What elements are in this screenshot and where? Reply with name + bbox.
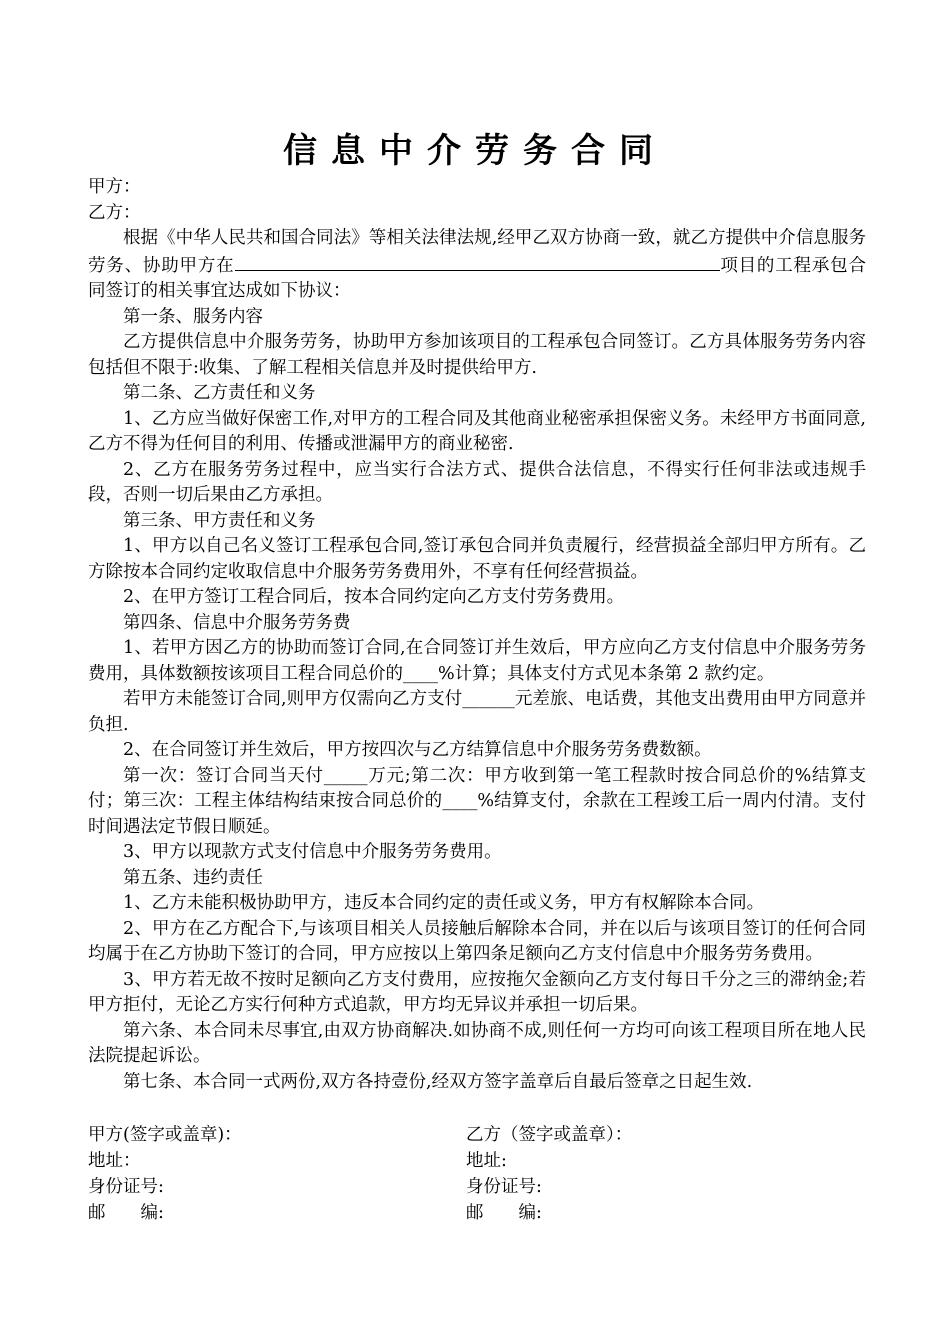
party-b-signature: 乙方（签字或盖章）： xyxy=(466,1125,633,1145)
article-5-heading: 第五条、违约责任 xyxy=(123,867,263,888)
article-3-paragraph-1: 1、甲方以自己名义签订工程承包合同,签订承包合同并负责履行，经营损益全部归甲方所有。乙方除按本合同约定收取信息中介服务劳务费用外，不享有任何经营损益。 xyxy=(88,536,866,582)
article-5-paragraph-1: 1、乙方未能积极协助甲方，违反本合同约定的责任或义务，甲方有权解除本合同。 xyxy=(123,893,765,913)
article-2-paragraph-1: 1、乙方应当做好保密工作,对甲方的工程合同及其他商业秘密承担保密义务。未经甲方书面同意,乙方不得为任何目的利用、传播或泄漏甲方的商业秘密. xyxy=(88,408,866,454)
article-4-heading: 第四条、信息中介服务劳务费 xyxy=(123,612,351,633)
preamble xyxy=(88,226,866,305)
party-b-id-number: 身份证号: xyxy=(466,1177,542,1197)
article-5-paragraph-3: 3、甲方若无故不按时足额向乙方支付费用，应按拖欠金额向乙方支付每日千分之三的滞纳金;若甲方拒付，无论乙方实行何种方式追款，甲方均无异议并承担一切后果。 xyxy=(88,969,866,1015)
article-7: 第七条、本合同一式两份,双方各持壹份,经双方签字盖章后自最后签章之日起生效. xyxy=(123,1071,753,1092)
id-row xyxy=(88,1174,866,1200)
party-a-id-number: 身份证号: xyxy=(88,1177,164,1197)
signature-block xyxy=(88,1122,866,1226)
article-4-paragraph-5: 3、甲方以现款方式支付信息中介服务劳务费用。 xyxy=(123,842,502,862)
article-6: 第六条、本合同未尽事宜,由双方协商解决.如协商不成,则任何一方均可向该工程项目所在地人民法院提起诉讼。 xyxy=(88,1020,866,1066)
preamble-text-1: 根据《中华人民共和国合同法》等相关法律法规,经甲乙双方协商一致，就乙方提供中介信息服务劳务、协助甲方在 xyxy=(88,228,866,276)
address-row xyxy=(88,1148,866,1174)
signature-row xyxy=(88,1122,866,1148)
article-2-paragraph-2: 2、乙方在服务劳务过程中，应当实行合法方式、提供合法信息，不得实行任何非法或违规手段，否则一切后果由乙方承担。 xyxy=(88,459,866,505)
party-b-postal-code xyxy=(466,1200,866,1226)
article-4-paragraph-1: 1、若甲方因乙方的协助而签订合同,在合同签订并生效后，甲方应向乙方支付信息中介服务劳务费用，具体数额按该项目工程合同总价的____%计算；具体支付方式见本条第 2 款约定。 xyxy=(88,638,866,684)
party-b-postal-label: 邮 编 xyxy=(466,1203,536,1223)
party-b-label: 乙方： xyxy=(88,202,141,223)
article-1-paragraph-1: 乙方提供信息中介服务劳务，协助甲方参加该项目的工程承包合同签订。乙方具体服务劳务内容包括但不限于:收集、了解工程相关信息并及时提供给甲方. xyxy=(88,332,866,378)
party-b-address: 地址: xyxy=(466,1151,507,1171)
article-3-heading: 第三条、甲方责任和义务 xyxy=(123,510,316,531)
article-3-paragraph-2: 2、在甲方签订工程合同后，按本合同约定向乙方支付劳务费用。 xyxy=(123,587,625,607)
article-1-heading: 第一条、服务内容 xyxy=(123,306,263,327)
contract-body xyxy=(88,175,866,1095)
party-b-postal-colon: : xyxy=(536,1203,542,1223)
article-5-paragraph-2: 2、甲方在乙方配合下,与该项目相关人员接触后解除本合同，并在以后与该项目签订的任何合同均属于在乙方协助下签订的合同，甲方应按以上第四条足额向乙方支付信息中介服务劳务费用。 xyxy=(88,918,866,964)
postal-row xyxy=(88,1200,866,1226)
project-name-blank xyxy=(235,252,720,271)
document-title: 信息中介劳务合同 xyxy=(283,131,667,171)
party-a-signature: 甲方(签字或盖章)： xyxy=(88,1125,242,1145)
article-2-heading: 第二条、乙方责任和义务 xyxy=(123,383,316,403)
party-a-address: 地址： xyxy=(88,1151,141,1171)
preamble-text-2: 项目的工程承包合同签订的相关事宜达成如下协议： xyxy=(88,255,866,301)
party-a-postal-label: 邮 编 xyxy=(88,1203,158,1223)
article-4-paragraph-4: 第一次：签订合同当天付_____万元;第二次：甲方收到第一笔工程款时按合同总价的%结算支付；第三次：工程主体结构结束按合同总价的____%结算支付，余款在工程竣工后一周内付清。支付时间遇法定节假日顺延。 xyxy=(88,765,866,837)
article-4-paragraph-2: 若甲方未能签订合同,则甲方仅需向乙方支付______元差旅、电话费，其他支出费用由甲方同意并负担. xyxy=(88,689,866,735)
article-4-paragraph-3: 2、在合同签订并生效后，甲方按四次与乙方结算信息中介服务劳务费数额。 xyxy=(123,740,712,760)
party-a-label: 甲方： xyxy=(88,177,141,197)
party-a-postal-colon: : xyxy=(158,1203,164,1223)
party-a-postal-code xyxy=(88,1200,466,1226)
